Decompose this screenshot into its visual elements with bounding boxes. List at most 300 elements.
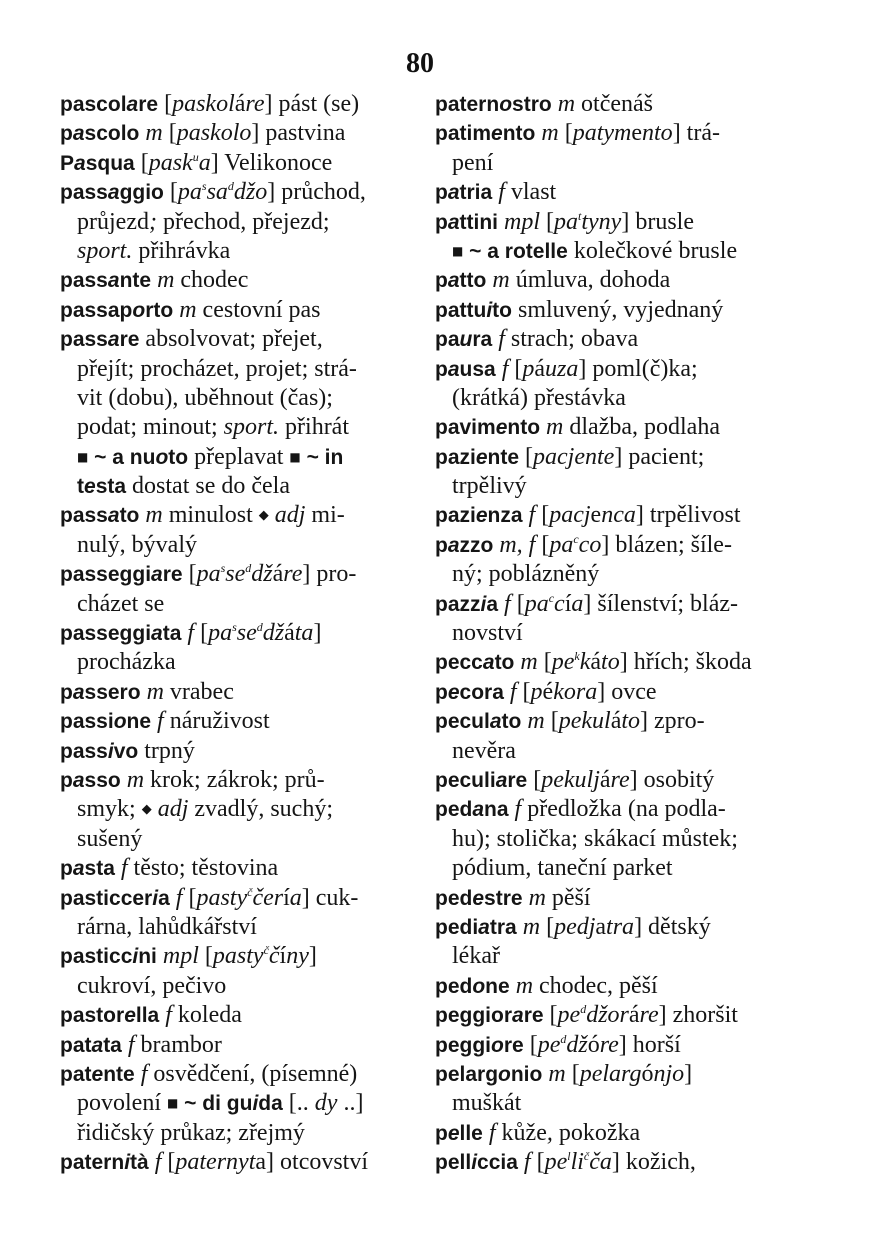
italic-text: m (528, 884, 546, 911)
definition-text: í (279, 943, 287, 970)
italic-text: pasty (196, 884, 248, 911)
italic-text: f (175, 884, 183, 911)
definition-text: á (590, 649, 602, 676)
stress-letter: o (498, 1062, 511, 1086)
italic-text: a (289, 884, 302, 911)
superscript: č (247, 884, 253, 899)
italic-text: se (236, 620, 257, 647)
italic-text: se (225, 561, 246, 588)
headword-part: tra (489, 915, 517, 939)
headword (60, 887, 170, 910)
italic-text: nca (601, 502, 636, 529)
entry-line (435, 208, 795, 237)
entry-line (60, 560, 418, 589)
headword-part: p (435, 533, 448, 557)
stress-letter: a (72, 680, 85, 704)
headword-part: re (162, 563, 183, 587)
italic-text: pacj (549, 502, 591, 529)
italic-text: c (554, 590, 565, 617)
entry-line (60, 942, 418, 971)
italic-text: f (514, 796, 522, 823)
definition-text: předložka (na podla- (521, 796, 726, 823)
definition-text: procházka (77, 649, 176, 676)
italic-text: pacjente (533, 443, 615, 470)
entry-line (435, 707, 795, 736)
headword (435, 887, 523, 910)
definition-text: [ (540, 913, 555, 940)
definition-text: a] otcovství (255, 1149, 369, 1176)
definition-text: ] průchod, (267, 179, 366, 206)
headword-part: nto (502, 122, 536, 146)
headword-part: pedi (435, 915, 479, 939)
definition-text: ] kožich, (611, 1149, 696, 1176)
definition-text: otčenáš (575, 91, 654, 117)
headword (60, 740, 138, 763)
definition-text: ] horší (618, 1031, 681, 1058)
entry-line (435, 90, 795, 119)
headword-part: p (435, 357, 448, 381)
italic-text: pa (554, 208, 578, 235)
superscript: d (560, 1031, 567, 1046)
superscript: l (567, 1149, 571, 1164)
italic-text: m (146, 678, 164, 705)
definition-text: přejezd; (246, 208, 330, 235)
italic-text: f (120, 855, 128, 882)
headword-part: to (501, 710, 522, 734)
entry-line (435, 972, 795, 1001)
headword-part: pazi (435, 445, 476, 469)
entry-line (60, 1001, 418, 1030)
headword-part: ni (138, 945, 157, 969)
superscript: č (263, 943, 269, 958)
definition-text: [ (510, 590, 525, 617)
entry-line (60, 619, 418, 648)
superscript: č (583, 1149, 590, 1164)
stress-letter: i (152, 886, 159, 910)
italic-text: a (571, 590, 584, 617)
headword-part: tria (459, 181, 493, 205)
headword (60, 857, 115, 880)
headword-part: re (138, 93, 159, 116)
italic-text: m (492, 267, 510, 294)
headword-part: vo (113, 739, 139, 763)
definition-text: ] pást (se) (264, 91, 360, 117)
italic-text: sport. (77, 237, 133, 264)
italic-text: paternyt (175, 1149, 256, 1176)
entry-line (60, 1119, 418, 1148)
headword-part: nte (487, 445, 520, 469)
italic-text: dž (566, 1031, 588, 1058)
definition-text: [ (158, 91, 173, 117)
headword-part: peculi (435, 768, 496, 792)
headword-part: pavim (435, 416, 496, 440)
headword-part: stre (484, 886, 523, 910)
headword-part: pass (60, 328, 108, 352)
entry-line (60, 795, 418, 824)
headword (60, 563, 183, 586)
headword-part: ra (472, 328, 493, 352)
definition-text: koleda (171, 1002, 242, 1029)
headword (60, 299, 173, 322)
definition-text: cukroví, pečivo (77, 972, 227, 999)
entry-line (60, 178, 418, 207)
italic-text: f (523, 1149, 531, 1176)
definition-text: chodec, pěší (533, 972, 658, 999)
headword (435, 975, 510, 998)
italic-text: p (530, 678, 543, 705)
headword-part: pat (60, 1033, 92, 1057)
definition-text: í (283, 884, 290, 911)
definition-text: [ (182, 561, 197, 588)
italic-text: pe (544, 1149, 568, 1176)
italic-text: f (501, 355, 509, 382)
stress-letter: a (495, 768, 508, 792)
superscript: c (573, 531, 579, 546)
headword-part: scolo (84, 122, 140, 146)
headword (435, 299, 512, 322)
italic-text: f (157, 708, 164, 735)
stress-letter: e (84, 475, 96, 499)
headword-part: ped (435, 798, 473, 822)
headword-part: ne (126, 710, 152, 734)
definition-text: í (564, 590, 572, 617)
stress-letter: a (72, 857, 85, 881)
stress-letter: o (491, 1033, 504, 1057)
entry-line (435, 1148, 795, 1177)
stress-letter: a (72, 122, 85, 146)
headword-part: a (486, 592, 499, 616)
headword-part: passap (60, 298, 133, 322)
italic-text: m (548, 1060, 566, 1087)
definition-text: ] hřích; škoda (619, 649, 752, 676)
headword-part: ta (162, 622, 182, 646)
headword-part: nio (510, 1062, 543, 1086)
headword-part: re (503, 1033, 524, 1057)
definition-text: [ (558, 120, 573, 147)
headword-part: da (258, 1092, 283, 1116)
entry-line (60, 707, 418, 736)
superscript: u (192, 149, 199, 164)
headword (60, 710, 151, 733)
headword (435, 769, 527, 792)
definition-text: [.. (282, 1090, 315, 1117)
definition-text: e (631, 120, 643, 147)
definition-text: á (599, 766, 611, 793)
headword-part: p (60, 857, 73, 881)
stress-letter: a (489, 710, 502, 734)
definition-text: á (272, 561, 284, 588)
headword (301, 446, 344, 469)
italic-text: dž (262, 620, 285, 647)
definition-text: ] (684, 1060, 693, 1087)
entry-line (435, 913, 795, 942)
definition-text: krok; zákrok; prů- (144, 766, 325, 793)
definition-text: vrabec (163, 678, 234, 705)
headword (435, 798, 509, 821)
headword-part: patern (435, 93, 500, 116)
definition-text: [ (527, 766, 542, 793)
italic-text: kora (553, 678, 598, 705)
headword-part: re (523, 1004, 544, 1028)
italic-text: dž (251, 561, 273, 588)
headword (435, 269, 486, 292)
italic-text: sport. (223, 414, 280, 441)
stress-letter: a (72, 768, 85, 792)
italic-text: pekul (558, 708, 611, 735)
superscript: d (245, 561, 252, 576)
entry-line (435, 384, 795, 413)
entry-line (435, 443, 795, 472)
definition-text: ] dětský (634, 913, 711, 940)
headword-part: stro (512, 93, 552, 116)
definition-text: [ (540, 208, 554, 235)
definition-text: náruživost (163, 708, 270, 735)
italic-text: pask (148, 149, 193, 176)
headword (463, 240, 567, 263)
headword (60, 622, 181, 645)
italic-text: f (154, 1149, 162, 1176)
headword-part: pasticcer (60, 886, 153, 910)
headword-part: patern (60, 1151, 125, 1175)
stress-letter: e (491, 122, 503, 146)
stress-letter: o (472, 974, 486, 998)
headword (60, 122, 139, 145)
entry-line (60, 413, 418, 442)
headword (435, 1063, 542, 1086)
definition-text: a (595, 913, 607, 940)
entry-line (435, 1031, 795, 1060)
entry-line (435, 942, 795, 971)
definition-text: kolečkové brusle (567, 237, 738, 264)
headword-part: sta (84, 857, 115, 881)
definition-text: [ (516, 678, 531, 705)
italic-text: adj (274, 502, 306, 529)
definition-text: cházet se (77, 590, 165, 617)
entry-line (435, 531, 795, 560)
definition-text: podat; minout; (77, 414, 224, 441)
headword-part: P (60, 151, 75, 175)
stress-letter: u (459, 328, 473, 352)
stress-letter: a (126, 93, 139, 116)
definition-text: přeplavat (188, 443, 290, 470)
headword-part: p (60, 768, 73, 792)
definition-text: těsto; těstovina (127, 855, 279, 882)
entry-line (435, 119, 795, 148)
headword-part: patim (435, 122, 492, 146)
definition-text: muškát (452, 1090, 522, 1117)
entry-line (435, 766, 795, 795)
entry-line (60, 1148, 418, 1177)
definition-text: [ (530, 1149, 545, 1176)
entry-line (60, 590, 418, 619)
definition-text: nulý, bývalý (77, 531, 197, 558)
headword (60, 1063, 135, 1086)
italic-text: pe (557, 1002, 581, 1029)
stress-letter: i (252, 1092, 259, 1116)
entry-line (435, 737, 795, 766)
stress-letter: e (447, 680, 460, 704)
definition-text: sušený (77, 825, 143, 852)
definition-text: dostat se do čela (126, 473, 290, 500)
italic-text: to (621, 708, 641, 735)
entry-line (60, 325, 418, 354)
definition-text: ] trá- (672, 120, 720, 147)
stress-letter: o (132, 298, 146, 322)
headword (60, 181, 164, 204)
superscript: s (220, 561, 226, 576)
headword (60, 504, 139, 527)
italic-text: p (522, 355, 535, 382)
headword-part: rto (145, 298, 174, 322)
entry-line (435, 590, 795, 619)
definition-text: [ (535, 531, 550, 558)
entry-line (60, 472, 418, 501)
italic-text: adj (157, 796, 189, 823)
entry-line (60, 854, 418, 883)
headword-part: ssero (84, 680, 141, 704)
italic-text: a (198, 149, 211, 176)
definition-text: ] osobitý (629, 766, 715, 793)
stress-letter: i (124, 1151, 131, 1175)
headword-part: pattu (435, 298, 487, 322)
page-number: 80 (406, 48, 434, 79)
phrase-marker-icon: ■ (77, 449, 89, 464)
entry-line (435, 501, 795, 530)
definition-text: ný; poblázněný (452, 561, 600, 588)
headword-part: pazi (435, 504, 476, 528)
entry-line (435, 413, 795, 442)
headword (435, 122, 535, 145)
italic-text: co (578, 531, 602, 558)
headword-part: pecul (435, 710, 490, 734)
italic-text: patym (572, 120, 632, 147)
headword-part: passi (60, 710, 114, 734)
italic-text: mpl (162, 943, 199, 970)
stress-letter: e (475, 445, 488, 469)
entry-line (60, 531, 418, 560)
headword-part: ped (435, 886, 473, 910)
headword-part: na (484, 798, 509, 822)
definition-text: hu); stolička; skákací můstek; (452, 825, 738, 852)
headword-part: p (435, 1121, 448, 1145)
definition-text: ] šílenství; bláz- (583, 590, 739, 617)
entry-line (60, 972, 418, 1001)
diamond-icon: ◆ (141, 802, 152, 818)
headword-part: to (492, 298, 512, 322)
entry-line (60, 825, 418, 854)
headword-part: pass (60, 181, 108, 205)
italic-text: , (546, 1119, 553, 1146)
headword (435, 358, 496, 381)
headword-part: ccia (477, 1151, 518, 1175)
entry-line (60, 266, 418, 295)
headword-part: pass (60, 739, 108, 763)
italic-text: re (283, 561, 303, 588)
headword-part: t (77, 475, 84, 499)
definition-text: [ (194, 620, 209, 647)
entry-line (60, 737, 418, 766)
headword (435, 181, 492, 204)
entry-line (60, 1060, 418, 1089)
definition-text: [ (519, 443, 534, 470)
italic-text: m (157, 267, 175, 294)
headword-part: pecc (435, 651, 483, 675)
entry-line (435, 884, 795, 913)
entry-line (435, 266, 795, 295)
entry-line (60, 149, 418, 178)
definition-text: pódium, taneční parket (452, 855, 673, 882)
headword-part: lla (135, 1004, 160, 1028)
headword (435, 446, 519, 469)
stress-letter: o (499, 93, 513, 116)
definition-text: ] (308, 943, 317, 970)
stress-letter: a (447, 533, 460, 557)
definition-text: ] zhoršit (658, 1002, 738, 1029)
definition-text: [ (162, 120, 177, 147)
superscript: s (201, 179, 207, 194)
definition-text: é (542, 678, 554, 705)
definition-text: [ (544, 708, 559, 735)
headword (60, 1004, 159, 1027)
superscript: t (578, 208, 582, 223)
headword (77, 475, 126, 498)
italic-text: dy (314, 1090, 338, 1117)
definition-text: ó (587, 1031, 600, 1058)
headword (435, 1004, 544, 1027)
entry-line (60, 208, 418, 237)
italic-text: m (520, 649, 538, 676)
italic-text: f (504, 590, 511, 617)
headword-part: nte (119, 269, 152, 293)
definition-text: [ (523, 1031, 538, 1058)
entry-line (435, 619, 795, 648)
headword-part: to (119, 504, 140, 528)
italic-text: č (268, 943, 280, 970)
definition-text: [ (508, 355, 523, 382)
headword (60, 152, 135, 175)
stress-letter: a (447, 181, 460, 205)
definition-text: smluvený, vyjednaný (512, 296, 724, 323)
headword-part: a (158, 886, 170, 910)
definition-text: osvědčení, (písemné) (147, 1060, 358, 1087)
stress-letter: a (447, 269, 460, 293)
headword (60, 93, 158, 116)
phrase-marker-icon: ■ (167, 1096, 179, 1111)
italic-text: pekulj (541, 766, 600, 793)
headword (60, 1151, 149, 1174)
definition-text: [ (565, 1060, 580, 1087)
entry-line (60, 90, 418, 119)
definition-text: [ (543, 1002, 558, 1029)
headword (60, 269, 151, 292)
entry-line (60, 296, 418, 325)
stress-letter: a (472, 798, 485, 822)
italic-text: f (165, 1002, 172, 1029)
definition-text: ó (641, 1060, 654, 1087)
stress-letter: i (480, 592, 487, 616)
headword-part: peggi (435, 1033, 491, 1057)
stress-letter: a (151, 563, 163, 587)
stress-letter: e (472, 886, 485, 910)
italic-text: pelarg (579, 1060, 642, 1087)
definition-text: lékař (452, 943, 500, 970)
italic-text: m (546, 414, 564, 441)
headword-part: usa (459, 357, 496, 381)
definition-text: vlast (504, 179, 557, 206)
headword-part: sta (95, 475, 127, 499)
headword-part: p (435, 680, 448, 704)
headword-part: nto (507, 416, 541, 440)
